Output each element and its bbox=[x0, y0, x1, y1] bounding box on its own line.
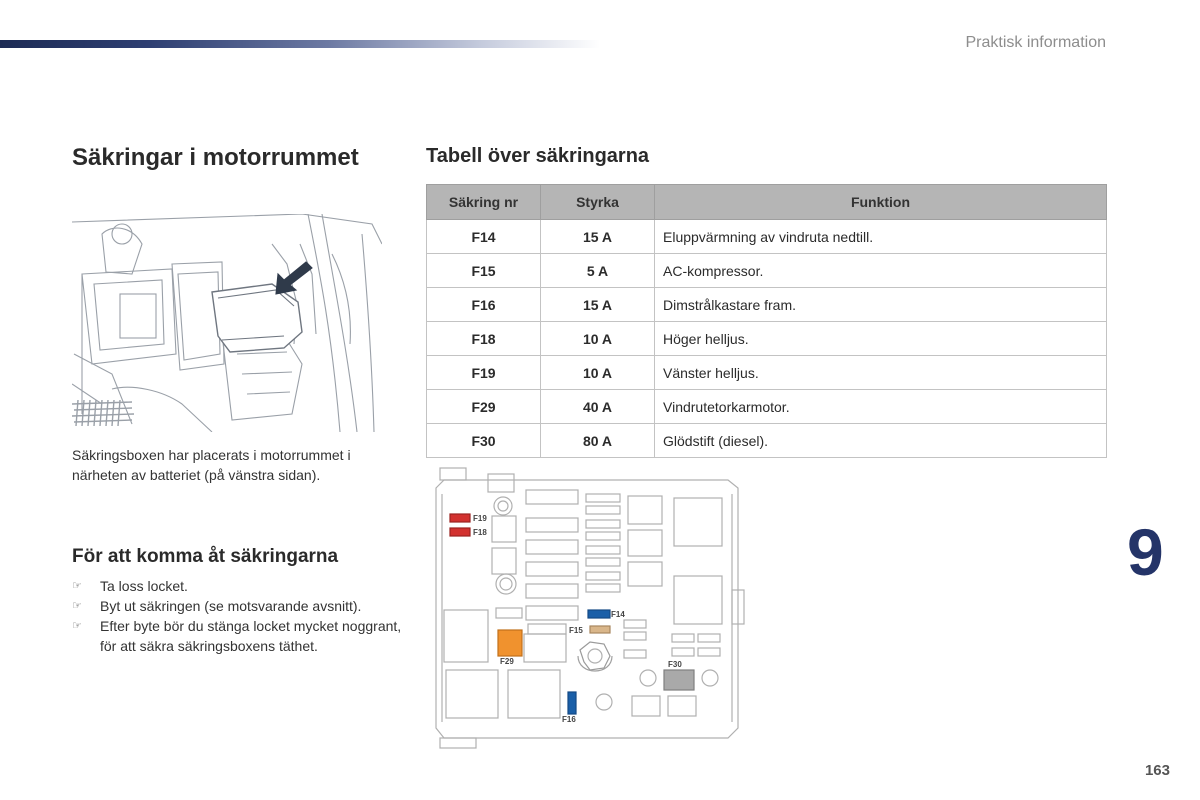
page-title: Säkringar i motorrummet bbox=[72, 144, 359, 171]
table-row bbox=[427, 390, 1107, 424]
table-row bbox=[427, 220, 1107, 254]
step-text: Efter byte bör du stänga locket mycket noggrant, för att säkra säkringsboxens täthet. bbox=[100, 618, 402, 654]
fuse-function: Dimstrålkastare fram. bbox=[655, 288, 1107, 322]
f30-label: F30 bbox=[668, 660, 682, 669]
engine-caption: Säkringsboxen har placerats i motorrummet i närheten av batteriet (på vänstra sidan). bbox=[72, 447, 351, 483]
step-item bbox=[72, 596, 402, 616]
hand-pointer-icon: ☞ bbox=[72, 620, 82, 632]
f14-label: F14 bbox=[611, 610, 625, 619]
fuse-function: Höger helljus. bbox=[655, 322, 1107, 356]
fuse-table bbox=[426, 184, 1107, 458]
fuse-rating: 10 A bbox=[541, 356, 655, 390]
table-row bbox=[427, 288, 1107, 322]
fuse-function: Vänster helljus. bbox=[655, 356, 1107, 390]
chapter-number: 9 bbox=[1127, 515, 1164, 589]
fuse-rating: 40 A bbox=[541, 390, 655, 424]
fuse-rating: 10 A bbox=[541, 322, 655, 356]
f29-label: F29 bbox=[500, 657, 514, 666]
engine-compartment-illustration bbox=[72, 214, 382, 432]
fuse-number: F29 bbox=[427, 390, 541, 424]
fuse-function: AC-kompressor. bbox=[655, 254, 1107, 288]
fuse-function: Glödstift (diesel). bbox=[655, 424, 1107, 458]
header-gradient-bar bbox=[0, 40, 600, 48]
column-header-fuse-number: Säkring nr bbox=[427, 185, 541, 220]
fuse-number: F19 bbox=[427, 356, 541, 390]
f18-label: F18 bbox=[473, 528, 487, 537]
fuse-function: Vindrutetorkarmotor. bbox=[655, 390, 1107, 424]
step-item bbox=[72, 616, 402, 656]
fuse-rating: 15 A bbox=[541, 220, 655, 254]
f19-label: F19 bbox=[473, 514, 487, 523]
table-row bbox=[427, 424, 1107, 458]
table-row bbox=[427, 356, 1107, 390]
step-text: Byt ut säkringen (se motsvarande avsnitt). bbox=[100, 598, 362, 614]
fuse-function: Eluppvärmning av vindruta nedtill. bbox=[655, 220, 1107, 254]
fuse-rating: 80 A bbox=[541, 424, 655, 458]
fuse-number: F16 bbox=[427, 288, 541, 322]
section-header: Praktisk information bbox=[965, 34, 1106, 51]
column-header-function: Funktion bbox=[655, 185, 1107, 220]
access-steps-list bbox=[72, 576, 402, 656]
fuse-rating: 15 A bbox=[541, 288, 655, 322]
table-header-row bbox=[427, 185, 1107, 220]
hand-pointer-icon: ☞ bbox=[72, 580, 82, 592]
fuse-number: F18 bbox=[427, 322, 541, 356]
fuse-rating: 5 A bbox=[541, 254, 655, 288]
fuse-number: F30 bbox=[427, 424, 541, 458]
fuse-box-diagram bbox=[428, 466, 748, 754]
table-row bbox=[427, 254, 1107, 288]
column-header-rating: Styrka bbox=[541, 185, 655, 220]
access-fuses-title: För att komma åt säkringarna bbox=[72, 546, 339, 567]
hand-pointer-icon: ☞ bbox=[72, 600, 82, 612]
f16-label: F16 bbox=[562, 715, 576, 724]
fuse-number: F14 bbox=[427, 220, 541, 254]
step-item bbox=[72, 576, 402, 596]
page-number: 163 bbox=[1144, 762, 1170, 779]
fuse-number: F15 bbox=[427, 254, 541, 288]
table-title: Tabell över säkringarna bbox=[426, 145, 650, 167]
step-text: Ta loss locket. bbox=[100, 578, 188, 594]
f15-label: F15 bbox=[569, 626, 583, 635]
table-row bbox=[427, 322, 1107, 356]
